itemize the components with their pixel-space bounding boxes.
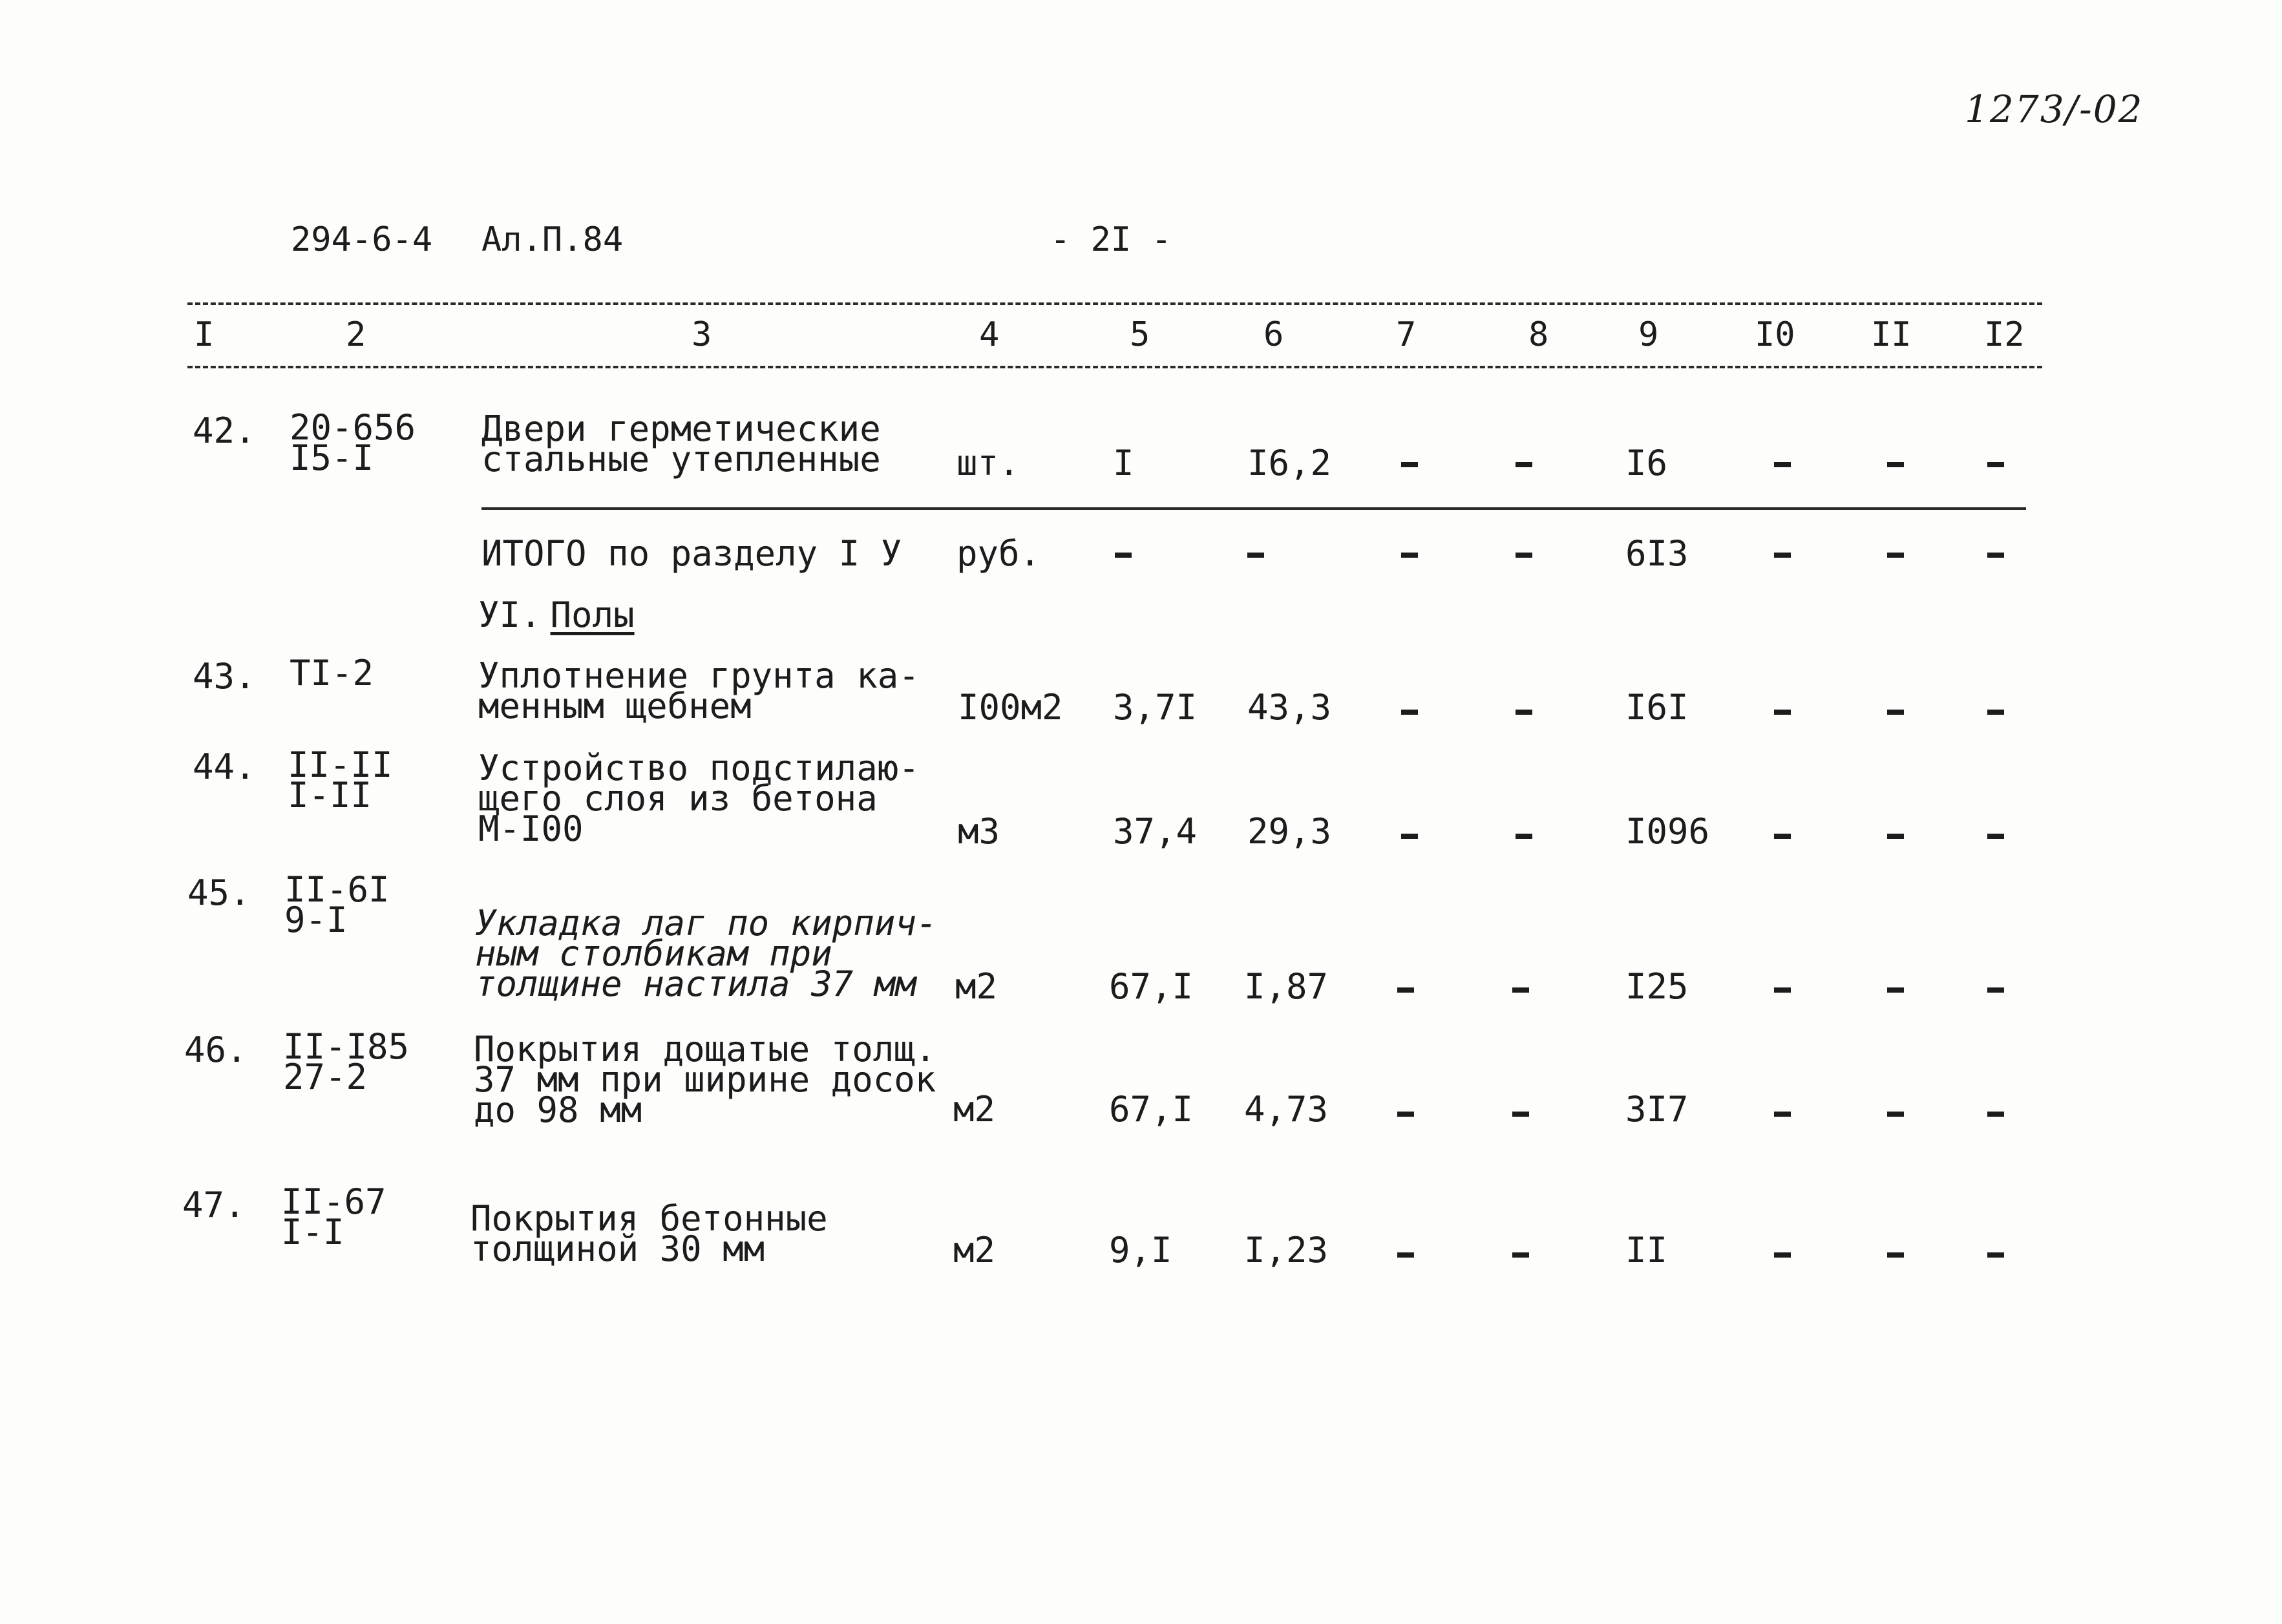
empty-cell-dash bbox=[1401, 710, 1418, 715]
empty-cell-dash bbox=[1774, 462, 1791, 467]
empty-cell-dash bbox=[1401, 462, 1418, 467]
empty-cell-dash bbox=[1887, 1252, 1904, 1258]
work-description bbox=[474, 1029, 936, 1130]
empty-cell-dash bbox=[1512, 1252, 1529, 1258]
section-prefix: УI. bbox=[478, 595, 542, 635]
work-description bbox=[481, 408, 881, 480]
norm-code bbox=[290, 407, 416, 478]
empty-cell-dash bbox=[1774, 710, 1791, 715]
empty-cell-dash bbox=[1987, 834, 2004, 839]
description-line: Покрытия дощатые толщ. bbox=[474, 1029, 936, 1070]
empty-cell-dash bbox=[1887, 1112, 1904, 1117]
empty-cell-dash bbox=[1887, 710, 1904, 715]
table-top-rule bbox=[187, 302, 2042, 305]
description-line: ным столбикам при bbox=[475, 933, 832, 974]
column-header: 8 bbox=[1528, 315, 1549, 354]
subtotal-label: ИТОГО по разделу I У bbox=[481, 533, 902, 574]
description-line: стальные утепленные bbox=[481, 439, 881, 480]
empty-cell-dash bbox=[1115, 553, 1132, 558]
row-number: 45. bbox=[187, 872, 251, 913]
empty-cell-dash bbox=[1516, 553, 1532, 558]
description-line: до 98 мм bbox=[474, 1090, 642, 1130]
norm-code-line: 27-2 bbox=[283, 1057, 368, 1097]
empty-cell-dash bbox=[1987, 553, 2004, 558]
description-line: Двери герметические bbox=[481, 408, 881, 449]
quantity: I bbox=[1113, 443, 1134, 483]
total-cost: I6 bbox=[1625, 443, 1668, 483]
section-title: Полы bbox=[550, 595, 635, 635]
total-cost: I25 bbox=[1625, 966, 1689, 1007]
norm-code-line: I-I bbox=[281, 1212, 344, 1252]
work-description bbox=[478, 655, 920, 726]
row-number: 46. bbox=[184, 1029, 248, 1070]
quantity: 67,I bbox=[1109, 966, 1194, 1007]
empty-cell-dash bbox=[1516, 710, 1532, 715]
unit: м2 bbox=[953, 1089, 996, 1130]
quantity: 3,7I bbox=[1113, 687, 1198, 728]
description-line: щего слоя из бетона bbox=[478, 778, 878, 819]
column-header: 4 bbox=[979, 315, 1000, 354]
unit: м3 bbox=[958, 811, 1000, 852]
norm-code-line: II-6I bbox=[284, 869, 390, 910]
subtotal-rule bbox=[481, 507, 2026, 510]
description-line: Покрытия бетонные bbox=[470, 1198, 828, 1239]
description-line: 37 мм при ширине досок bbox=[474, 1059, 936, 1100]
unit-cost: 43,3 bbox=[1247, 687, 1332, 728]
empty-cell-dash bbox=[1774, 553, 1791, 558]
work-description bbox=[470, 1198, 828, 1269]
norm-code-line: I5-I bbox=[290, 438, 374, 478]
empty-cell-dash bbox=[1887, 553, 1904, 558]
empty-cell-dash bbox=[1516, 462, 1532, 467]
quantity: 37,4 bbox=[1113, 811, 1198, 852]
row-number: 42. bbox=[193, 410, 256, 451]
norm-code-line: ТI-2 bbox=[290, 653, 374, 693]
norm-code bbox=[281, 1181, 386, 1252]
column-header: 9 bbox=[1638, 315, 1659, 354]
total-cost: 3I7 bbox=[1625, 1089, 1689, 1130]
empty-cell-dash bbox=[1774, 1112, 1791, 1117]
total-cost: I6I bbox=[1625, 687, 1689, 728]
empty-cell-dash bbox=[1512, 1112, 1529, 1117]
sheet-ref: Ал.П.84 bbox=[481, 220, 624, 259]
empty-cell-dash bbox=[1987, 710, 2004, 715]
empty-cell-dash bbox=[1987, 1112, 2004, 1117]
empty-cell-dash bbox=[1397, 1112, 1414, 1117]
column-header: 7 bbox=[1396, 315, 1417, 354]
empty-cell-dash bbox=[1887, 834, 1904, 839]
empty-cell-dash bbox=[1774, 1252, 1791, 1258]
subtotal-unit: руб. bbox=[956, 533, 1041, 574]
unit-cost: 4,73 bbox=[1244, 1089, 1329, 1130]
unit: шт. bbox=[956, 443, 1020, 483]
description-line: менным щебнем bbox=[478, 686, 752, 726]
unit-cost: I6,2 bbox=[1247, 443, 1332, 483]
empty-cell-dash bbox=[1887, 987, 1904, 993]
work-description bbox=[478, 748, 920, 849]
column-header: 6 bbox=[1263, 315, 1284, 354]
quantity: 9,I bbox=[1109, 1230, 1172, 1271]
column-header: I2 bbox=[1984, 315, 2025, 354]
norm-code-line: I-II bbox=[288, 775, 372, 816]
norm-code bbox=[290, 653, 374, 693]
unit-cost: 29,3 bbox=[1247, 811, 1332, 852]
empty-cell-dash bbox=[1887, 462, 1904, 467]
description-line: Устройство подстилаю- bbox=[478, 748, 920, 788]
empty-cell-dash bbox=[1397, 987, 1414, 993]
row-number: 43. bbox=[193, 656, 256, 697]
section-heading bbox=[478, 595, 635, 635]
norm-code bbox=[288, 744, 393, 816]
row-number: 44. bbox=[193, 746, 256, 787]
column-header: 5 bbox=[1130, 315, 1150, 354]
norm-code-line: II-67 bbox=[281, 1181, 386, 1222]
doc-code: 294-6-4 bbox=[291, 220, 433, 259]
norm-code-line: II-I85 bbox=[283, 1026, 410, 1067]
empty-cell-dash bbox=[1397, 1252, 1414, 1258]
empty-cell-dash bbox=[1774, 834, 1791, 839]
description-line: Уплотнение грунта ка- bbox=[478, 655, 920, 696]
total-cost: I096 bbox=[1625, 811, 1710, 852]
document-code-corner: 1273/-02 bbox=[1965, 87, 2144, 131]
subtotal-amount: 6I3 bbox=[1625, 533, 1689, 574]
row-number: 47. bbox=[182, 1185, 246, 1225]
description-line: Укладка лаг по кирпич- bbox=[475, 903, 938, 944]
description-line: М-I00 bbox=[478, 808, 584, 849]
norm-code-line: 20-656 bbox=[290, 407, 416, 448]
empty-cell-dash bbox=[1987, 462, 2004, 467]
column-header: I bbox=[194, 315, 215, 354]
unit: м2 bbox=[953, 1230, 996, 1271]
empty-cell-dash bbox=[1774, 987, 1791, 993]
total-cost: II bbox=[1625, 1230, 1668, 1271]
table-header-bottom-rule bbox=[187, 366, 2042, 368]
column-header: I0 bbox=[1755, 315, 1795, 354]
empty-cell-dash bbox=[1987, 987, 2004, 993]
unit: м2 bbox=[955, 966, 998, 1007]
empty-cell-dash bbox=[1987, 1252, 2004, 1258]
column-header: 2 bbox=[346, 315, 366, 354]
norm-code bbox=[283, 1026, 410, 1097]
norm-code-line: II-II bbox=[288, 744, 393, 785]
empty-cell-dash bbox=[1512, 987, 1529, 993]
quantity: 67,I bbox=[1109, 1089, 1194, 1130]
empty-cell-dash bbox=[1401, 834, 1418, 839]
work-description bbox=[475, 903, 938, 1004]
description-line: толщине настила 37 мм bbox=[475, 964, 916, 1004]
unit-cost: I,87 bbox=[1244, 966, 1329, 1007]
description-line: толщиной 30 мм bbox=[470, 1229, 765, 1269]
unit: I00м2 bbox=[958, 687, 1063, 728]
page-number: - 2I - bbox=[1050, 220, 1172, 259]
empty-cell-dash bbox=[1401, 553, 1418, 558]
column-header: 3 bbox=[692, 315, 712, 354]
empty-cell-dash bbox=[1247, 553, 1264, 558]
column-header: II bbox=[1871, 315, 1912, 354]
norm-code-line: 9-I bbox=[284, 900, 348, 940]
norm-code bbox=[284, 869, 390, 940]
empty-cell-dash bbox=[1516, 834, 1532, 839]
unit-cost: I,23 bbox=[1244, 1230, 1329, 1271]
